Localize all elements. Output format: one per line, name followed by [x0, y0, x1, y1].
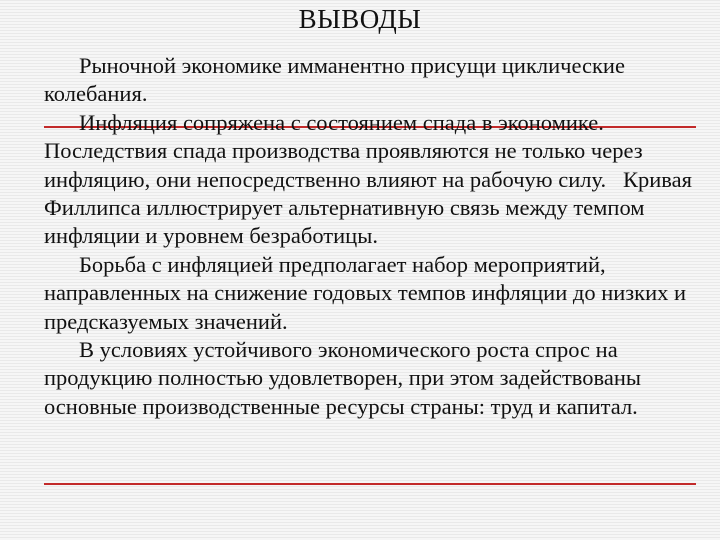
paragraph-cyclical: Рыночной экономике имманентно присущи циклические колебания. — [44, 53, 631, 107]
bottom-divider-line — [44, 483, 696, 485]
slide-title: ВЫВОДЫ — [298, 4, 422, 34]
slide-body — [44, 52, 720, 421]
paragraph-inflation: Инфляция сопряжена с состоянием спада в экономике. Последствия спада производства проявляются не только через инфляцию, они непосредственно влияют на рабочую силу. Кривая Филлипса иллюстрирует альтернативную связь между темпом инфляции и уровнем безработицы. — [44, 109, 698, 249]
paragraph-growth: В условиях устойчивого экономического роста спрос на продукцию полностью удовлетворен, при этом задействованы основные производственные ресурсы страны: труд и капитал. — [44, 337, 647, 419]
paragraph-anti-inflation: Борьба с инфляцией предполагает набор мероприятий, направленных на снижение годовых темпов инфляции до низких и предсказуемых значений. — [44, 251, 692, 334]
